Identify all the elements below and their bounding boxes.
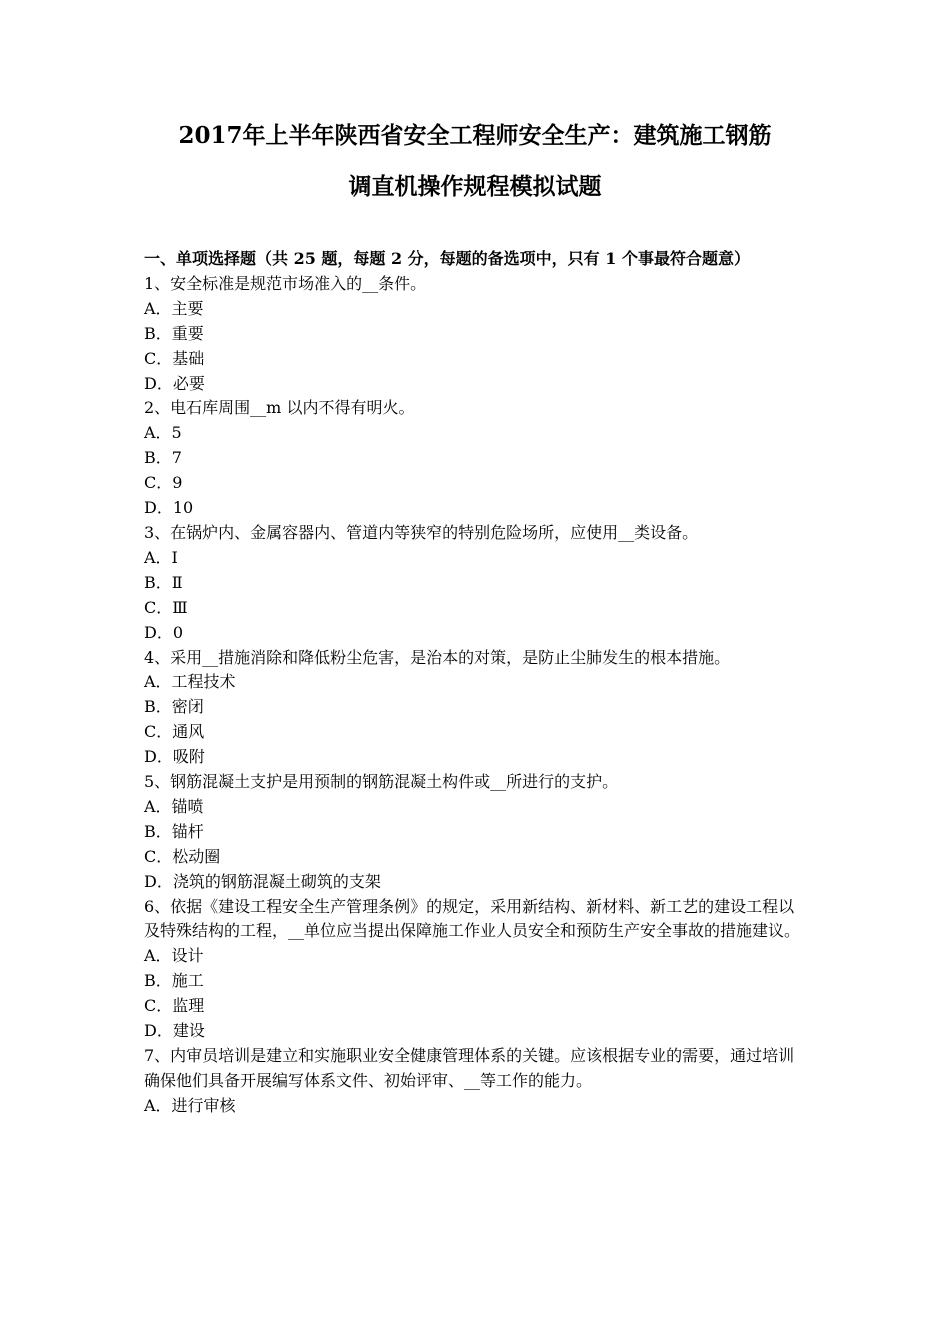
option-b: B．施工 [144,971,204,991]
option-d: D．10 [144,498,194,518]
question-stem: 1、安全标准是规范市场准入的__条件。 [144,273,427,293]
option-b: B．7 [144,448,182,468]
option-d: D．必要 [144,373,205,393]
question-stem: 3、在锅炉内、金属容器内、管道内等狭窄的特别危险场所，应使用__类设备。 [144,522,699,542]
option-b: B．锚杆 [144,821,204,841]
option-a: A．锚喷 [144,796,204,816]
option-b: B．重要 [144,323,204,343]
option-c: C．基础 [144,348,205,368]
question-7 [144,1044,810,1119]
option-c: C．监理 [144,996,205,1016]
option-d: D．吸附 [144,747,205,767]
option-d: D．浇筑的钢筋混凝土砌筑的支架 [144,871,381,891]
document-body [144,247,810,1119]
option-c: C．9 [144,473,183,493]
option-a: A．设计 [144,946,204,966]
option-a: A．Ⅰ [144,547,178,567]
section-header: 一、单项选择题（共 25 题，每题 2 分，每题的备选项中，只有 1 个事最符合题意） [144,249,750,268]
document-title-line-1: 2017年上半年陕西省安全工程师安全生产：建筑施工钢筋 [178,122,772,149]
question-5 [144,770,810,895]
question-2 [144,396,810,521]
question-4 [144,646,810,771]
document-title-line-2: 调直机操作规程模拟试题 [348,173,602,200]
option-a: A．工程技术 [144,672,236,692]
option-a: A．主要 [144,298,204,318]
option-d: D．0 [144,622,184,642]
option-c: C．Ⅲ [144,597,188,617]
question-3 [144,521,810,646]
question-stem: 4、采用__措施消除和降低粉尘危害，是治本的对策，是防止尘肺发生的根本措施。 [144,647,731,667]
option-a: A．5 [144,423,182,443]
option-c: C．通风 [144,722,205,742]
option-d: D．建设 [144,1021,205,1041]
question-stem: 7、内审员培训是建立和实施职业安全健康管理体系的关键。应该根据专业的需要，通过培训确保他们具备开展编写体系文件、初始评审、__等工作的能力。 [144,1046,795,1090]
option-c: C．松动圈 [144,846,221,866]
question-stem: 5、钢筋混凝土支护是用预制的钢筋混凝土构件或__所进行的支护。 [144,772,619,792]
question-stem: 2、电石库周围__m 以内不得有明火。 [144,398,415,418]
question-1 [144,272,810,397]
question-6 [144,895,810,1044]
option-b: B．Ⅱ [144,572,183,592]
option-a: A．进行审核 [144,1095,236,1115]
option-b: B．密闭 [144,697,204,717]
question-stem: 6、依据《建设工程安全生产管理条例》的规定，采用新结构、新材料、新工艺的建设工程以及特殊结构的工程，__单位应当提出保障施工作业人员安全和预防生产安全事故的措施建议。 [144,896,801,941]
